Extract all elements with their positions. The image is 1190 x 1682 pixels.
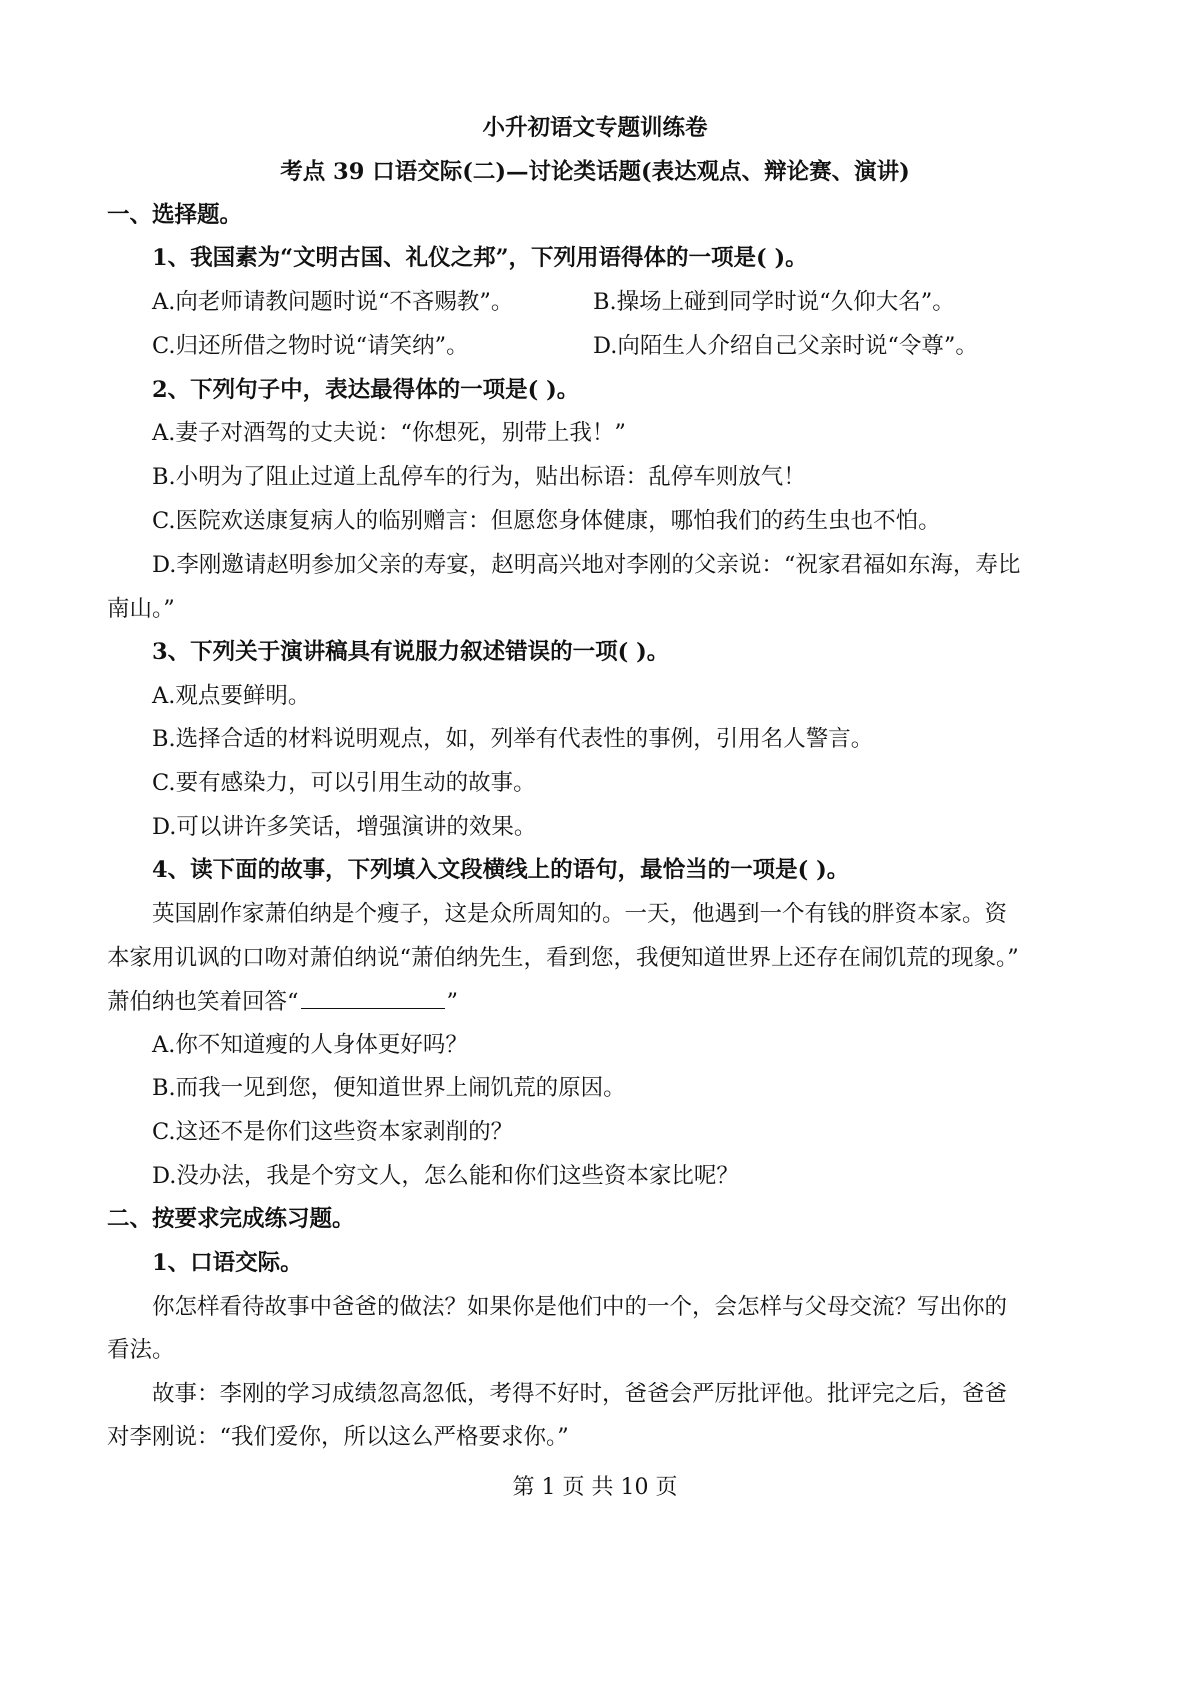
answer-blank[interactable]: [301, 986, 445, 1009]
page-number: 第 1 页 共 10 页: [512, 1475, 678, 1500]
q4-option-c: C.这还不是你们这些资本家剥削的？: [152, 1119, 514, 1145]
q3-option-c: C.要有感染力，可以引用生动的故事。: [152, 770, 536, 796]
q4-passage-line2: 本家用讥讽的口吻对萧伯纳说“萧伯纳先生，看到您，我便知道世界上还存在闹饥荒的现象。”: [107, 945, 1019, 971]
q2-option-d-line1: D.李刚邀请赵明参加父亲的寿宴，赵明高兴地对李刚的父亲说：“祝家君福如东海，寿比: [152, 552, 1021, 578]
q3-option-b: B.选择合适的材料说明观点，如，列举有代表性的事例，引用名人警言。: [152, 726, 874, 752]
s2-item1-prompt-line2: 看法。: [107, 1337, 175, 1363]
q3-stem: 3、下列关于演讲稿具有说服力叙述错误的一项( )。: [152, 639, 670, 665]
q4-passage-after-blank: ”: [446, 989, 459, 1015]
q4-option-d: D.没办法，我是个穷文人，怎么能和你们这些资本家比呢？: [152, 1163, 739, 1189]
q4-stem: 4、读下面的故事，下列填入文段横线上的语句，最恰当的一项是( )。: [152, 857, 850, 883]
s2-item1-story-line2: 对李刚说：“我们爱你，所以这么严格要求你。”: [107, 1424, 569, 1450]
q4-option-b: B.而我一见到您，便知道世界上闹饥荒的原因。: [152, 1075, 626, 1101]
q1-option-d: D.向陌生人介绍自己父亲时说“令尊”。: [593, 333, 978, 359]
s2-item1-prompt-line1: 你怎样看待故事中爸爸的做法？如果你是他们中的一个，会怎样与父母交流？写出你的: [152, 1294, 1008, 1320]
q2-option-b: B.小明为了阻止过道上乱停车的行为，贴出标语：乱停车则放气！: [152, 464, 806, 490]
q3-option-a: A.观点要鲜明。: [152, 683, 311, 709]
q2-stem: 2、下列句子中，表达最得体的一项是( )。: [152, 377, 580, 403]
page-title: 小升初语文专题训练卷: [482, 115, 708, 141]
s2-item1-title: 1、口语交际。: [152, 1250, 303, 1276]
q3-option-d: D.可以讲许多笑话，增强演讲的效果。: [152, 814, 537, 840]
q2-option-a: A.妻子对酒驾的丈夫说：“你想死，别带上我！”: [152, 420, 626, 446]
q2-option-c: C.医院欢送康复病人的临别赠言：但愿您身体健康，哪怕我们的药生虫也不怕。: [152, 508, 941, 534]
section1-heading: 一、选择题。: [107, 202, 243, 228]
q4-option-a: A.你不知道瘦的人身体更好吗？: [152, 1032, 468, 1058]
q2-option-d-line2: 南山。”: [107, 596, 175, 622]
q1-option-a: A.向老师请教问题时说“不吝赐教”。: [152, 289, 514, 315]
page-subtitle: 考点 39 口语交际(二)—讨论类话题(表达观点、辩论赛、演讲): [280, 159, 910, 185]
q1-stem: 1、我国素为“文明古国、礼仪之邦”，下列用语得体的一项是( )。: [152, 245, 808, 271]
q4-passage-line3: [107, 986, 458, 1017]
q4-passage-before-blank: 萧伯纳也笑着回答“: [107, 989, 299, 1015]
s2-item1-story-line1: 故事：李刚的学习成绩忽高忽低，考得不好时，爸爸会严厉批评他。批评完之后，爸爸: [152, 1381, 1008, 1407]
q1-option-b: B.操场上碰到同学时说“久仰大名”。: [593, 289, 955, 315]
section2-heading: 二、按要求完成练习题。: [107, 1206, 355, 1232]
q4-passage-line1: 英国剧作家萧伯纳是个瘦子，这是众所周知的。一天，他遇到一个有钱的胖资本家。资: [152, 901, 1008, 927]
q1-option-c: C.归还所借之物时说“请笑纳”。: [152, 333, 469, 359]
